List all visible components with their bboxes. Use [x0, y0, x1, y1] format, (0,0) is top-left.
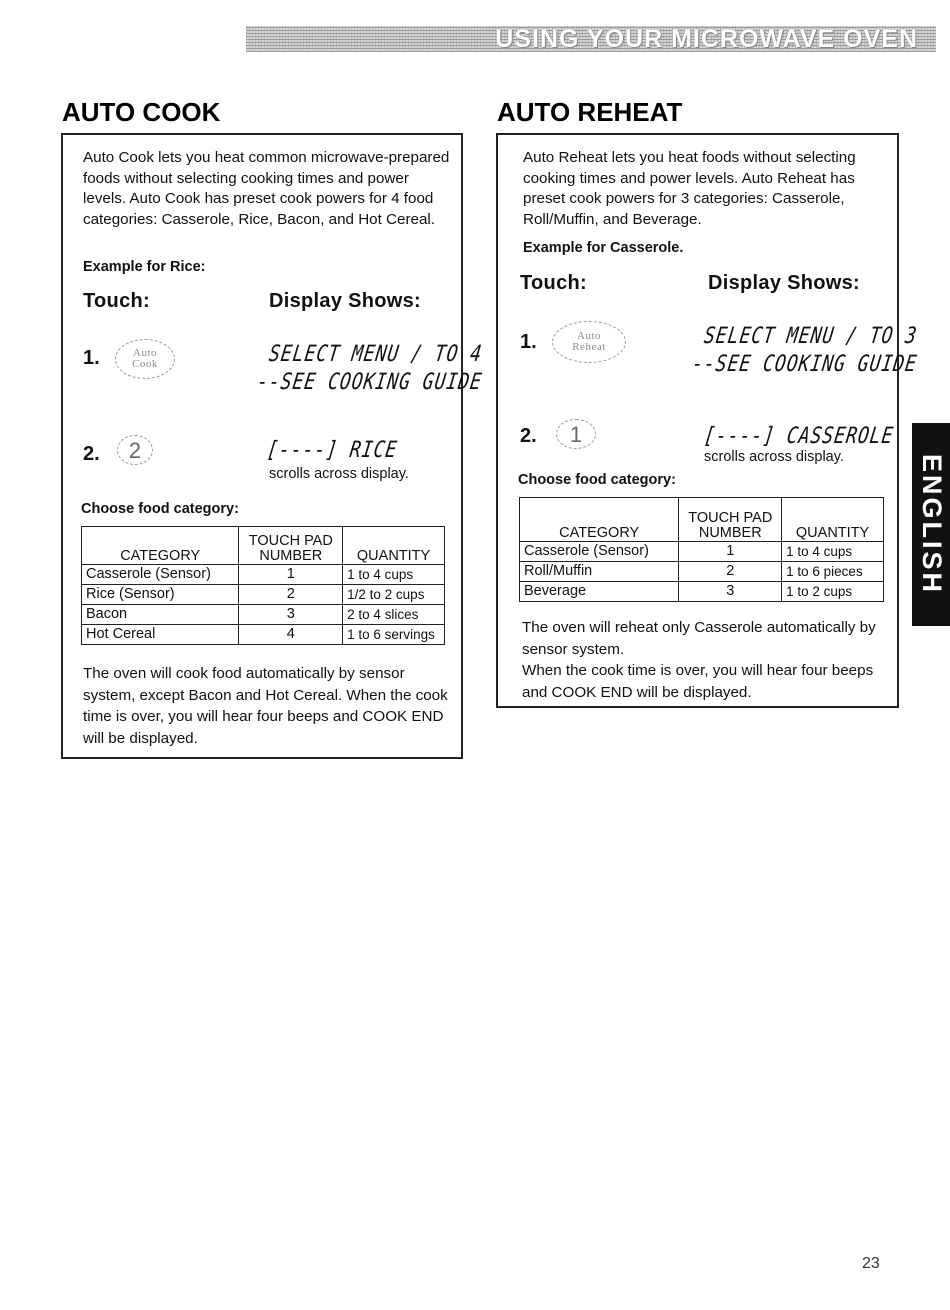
auto-reheat-title: AUTO REHEAT [497, 97, 683, 127]
touch-pad-header-line1: TOUCH PAD [688, 510, 773, 526]
english-side-tab [912, 423, 950, 626]
auto-reheat-display-line1: SELECT MENU / TO 3 [702, 323, 920, 350]
auto-cook-step2-number: 2. [83, 443, 100, 465]
auto-reheat-pad-line2: Reheat [572, 341, 606, 353]
auto-reheat-box [496, 133, 920, 708]
auto-reheat-touch-heading: Touch: [520, 272, 587, 294]
auto-cook-pad-icon [115, 339, 175, 379]
auto-cook-display-rice: [----] RICE [265, 437, 400, 464]
quantity-header: QUANTITY [343, 527, 445, 565]
category-header: CATEGORY [520, 498, 679, 542]
auto-cook-pad-digit: 2 [128, 437, 142, 463]
auto-reheat-display-heading: Display Shows: [708, 272, 861, 294]
category-header: CATEGORY [82, 527, 239, 565]
auto-reheat-pad-digit: 1 [569, 421, 583, 447]
category-cell: Casserole (Sensor) [520, 542, 679, 562]
number-pad-2-icon [117, 435, 153, 465]
quantity-cell: 1 to 4 cups [782, 542, 884, 562]
auto-cook-step1-number: 1. [83, 347, 100, 369]
category-cell: Hot Cereal [82, 625, 239, 645]
table-row [82, 605, 445, 625]
category-cell: Bacon [82, 605, 239, 625]
auto-reheat-step1-number: 1. [520, 331, 537, 353]
table-header-row [520, 498, 884, 542]
number-cell: 1 [239, 565, 343, 585]
auto-cook-scroll-note: scrolls across display. [269, 466, 409, 482]
auto-cook-box [61, 133, 485, 759]
auto-cook-pad-line2: Cook [132, 358, 158, 370]
table-header-row [82, 527, 445, 565]
auto-cook-pad-line1: Auto [133, 347, 157, 359]
quantity-cell: 1 to 2 cups [782, 582, 884, 602]
category-cell: Roll/Muffin [520, 562, 679, 582]
touch-pad-header-line1: TOUCH PAD [248, 533, 333, 549]
auto-reheat-category-table [519, 497, 884, 602]
page-number: 23 [862, 1255, 880, 1272]
category-cell: Beverage [520, 582, 679, 602]
table-row [520, 562, 884, 582]
auto-reheat-pad-icon [552, 321, 626, 363]
table-row [82, 625, 445, 645]
auto-reheat-pad-line1: Auto [577, 330, 601, 342]
auto-cook-intro: Auto Cook lets you heat common microwave-prepared foods without selecting cooking times and power levels. Auto Cook has preset cook powers for 4 food categories: Casserole, Rice, Bacon, and Hot Cereal. [83, 149, 450, 228]
auto-reheat-step2-number: 2. [520, 425, 537, 447]
category-cell: Casserole (Sensor) [82, 565, 239, 585]
auto-cook-choose-label: Choose food category: [81, 501, 239, 517]
auto-cook-title: AUTO COOK [62, 97, 221, 127]
quantity-cell: 1 to 6 pieces [782, 562, 884, 582]
side-tab-label: ENGLISH [916, 453, 947, 596]
auto-reheat-outro-2: When the cook time is over, you will hear four beeps and COOK END will be displayed. [522, 662, 874, 701]
auto-cook-display-line1: SELECT MENU / TO 4 [267, 341, 485, 368]
auto-reheat-outro-1: The oven will reheat only Casserole automatically by sensor system. [522, 619, 876, 658]
auto-cook-touch-heading: Touch: [83, 290, 150, 312]
number-cell: 3 [239, 605, 343, 625]
quantity-header: QUANTITY [782, 498, 884, 542]
auto-reheat-scroll-note: scrolls across display. [704, 449, 844, 465]
number-cell: 4 [239, 625, 343, 645]
header-banner [246, 26, 936, 52]
banner-title: USING YOUR MICROWAVE OVEN [495, 24, 918, 53]
quantity-cell: 1 to 6 servings [343, 625, 445, 645]
quantity-cell: 2 to 4 slices [343, 605, 445, 625]
table-row [82, 565, 445, 585]
number-cell: 2 [239, 585, 343, 605]
auto-reheat-display-line2: --SEE COOKING GUIDE [690, 351, 919, 378]
auto-cook-display-line2: --SEE COOKING GUIDE [255, 369, 484, 396]
auto-cook-display-heading: Display Shows: [269, 290, 422, 312]
touch-pad-number-header [679, 498, 782, 542]
number-cell: 1 [679, 542, 782, 562]
table-row [520, 542, 884, 562]
auto-reheat-example-label: Example for Casserole. [523, 240, 684, 256]
quantity-cell: 1/2 to 2 cups [343, 585, 445, 605]
touch-pad-header-line2: NUMBER [698, 525, 762, 541]
number-cell: 2 [679, 562, 782, 582]
auto-reheat-display-casserole: [----] CASSEROLE [702, 423, 896, 450]
number-cell: 3 [679, 582, 782, 602]
number-pad-1-icon [556, 419, 596, 449]
auto-reheat-intro: Auto Reheat lets you heat foods without selecting cooking times and power levels. Auto Reheat has preset cook powers for 3 categories: Casserole, Roll/Muffin, and Beverage. [523, 149, 856, 228]
table-row [82, 585, 445, 605]
auto-reheat-choose-label: Choose food category: [518, 472, 676, 488]
table-row [520, 582, 884, 602]
category-cell: Rice (Sensor) [82, 585, 239, 605]
quantity-cell: 1 to 4 cups [343, 565, 445, 585]
auto-cook-outro: The oven will cook food automatically by sensor system, except Bacon and Hot Cereal. When the cook time is over, you will hear four beeps and COOK END will be displayed. [83, 665, 448, 747]
auto-cook-example-label: Example for Rice: [83, 259, 206, 275]
touch-pad-header-line2: NUMBER [259, 548, 323, 564]
auto-cook-category-table [81, 526, 445, 645]
touch-pad-number-header [239, 527, 343, 565]
